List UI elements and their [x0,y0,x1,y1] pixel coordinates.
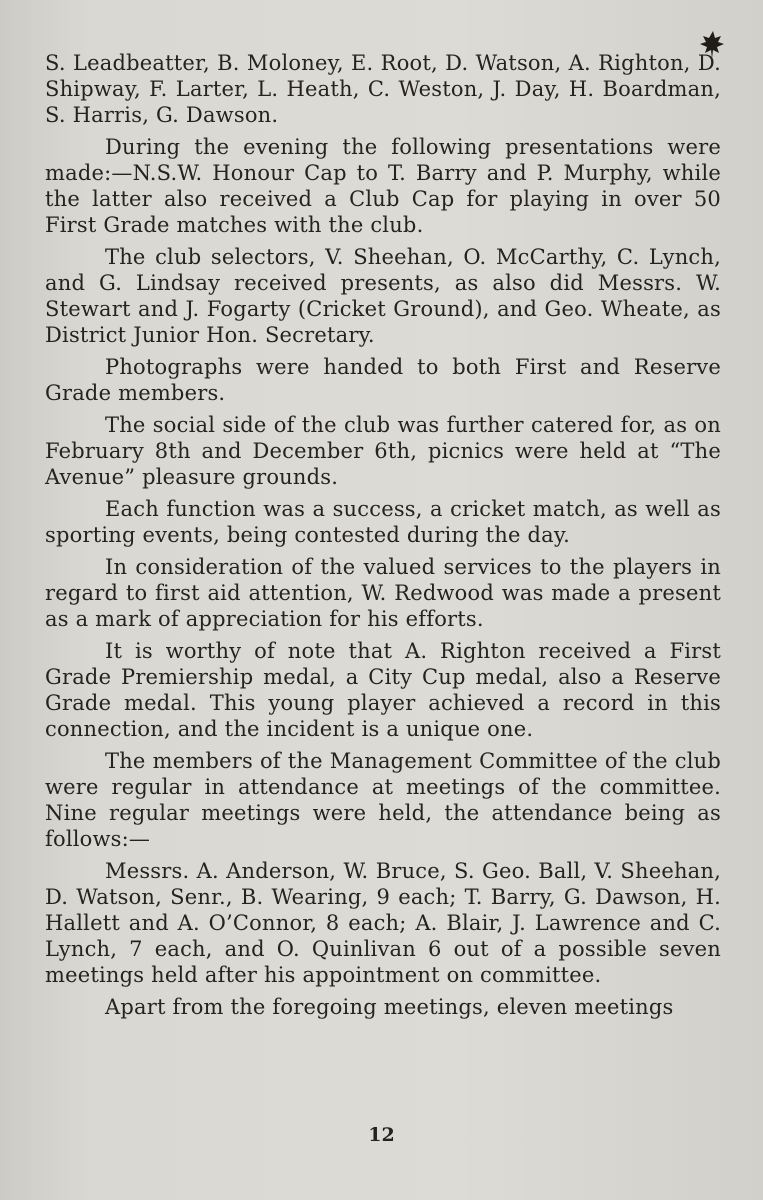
paragraph-functions: Each function was a success, a cricket match, as well as sporting events, being contested during the day. [45,497,721,547]
paragraph-medals: It is worthy of note that A. Righton received a First Grade Premiership medal, a City Cup medal, also a Reserve Grade medal. This young player achieved a record in this connection, and the incident is a unique one. [45,639,721,741]
paragraph-selectors: The club selectors, V. Sheehan, O. McCarthy, C. Lynch, and G. Lindsay received presents, as also did Messrs. W. Stewart and J. Fogarty (Cricket Ground), and Geo. Wheate, as District Junior Hon. Secretary. [45,245,721,347]
paragraph-attendance: Messrs. A. Anderson, W. Bruce, S. Geo. Ball, V. Sheehan, D. Watson, Senr., B. Wearing, 9 each; T. Barry, G. Dawson, H. Hallett and A. O’Connor, 8 each; A. Blair, J. Lawrence and C. Lynch, 7 each, and O. Quinlivan 6 out of a possible seven meetings held after his appointment on committee. [45,859,721,987]
page-number: 12 [368,1124,395,1146]
body-text [45,50,721,1026]
paragraph-first-aid: In consideration of the valued services to the players in regard to first aid attention, W. Redwood was made a present as a mark of appreciation for his efforts. [45,555,721,631]
paragraph-social: The social side of the club was further catered for, as on February 8th and December 6th, picnics were held at “The Avenue” pleasure grounds. [45,413,721,489]
paragraph-photographs: Photographs were handed to both First and Reserve Grade members. [45,355,721,405]
paragraph-player-list: S. Leadbeatter, B. Moloney, E. Root, D. Watson, A. Righton, D. Shipway, F. Larter, L. Heath, C. Weston, J. Day, H. Boardman, S. Harris, G. Dawson. [45,51,721,127]
paragraph-presentations: During the evening the following presentations were made:—N.S.W. Honour Cap to T. Barry and P. Murphy, while the latter also received a Club Cap for playing in over 50 First Grade matches with the club. [45,135,721,237]
paragraph-other-meetings: Apart from the foregoing meetings, eleven meetings [105,995,674,1019]
paragraph-committee: The members of the Management Committee of the club were regular in attendance at meetings of the committee. Nine regular meetings were held, the attendance being as follows:— [45,749,721,851]
